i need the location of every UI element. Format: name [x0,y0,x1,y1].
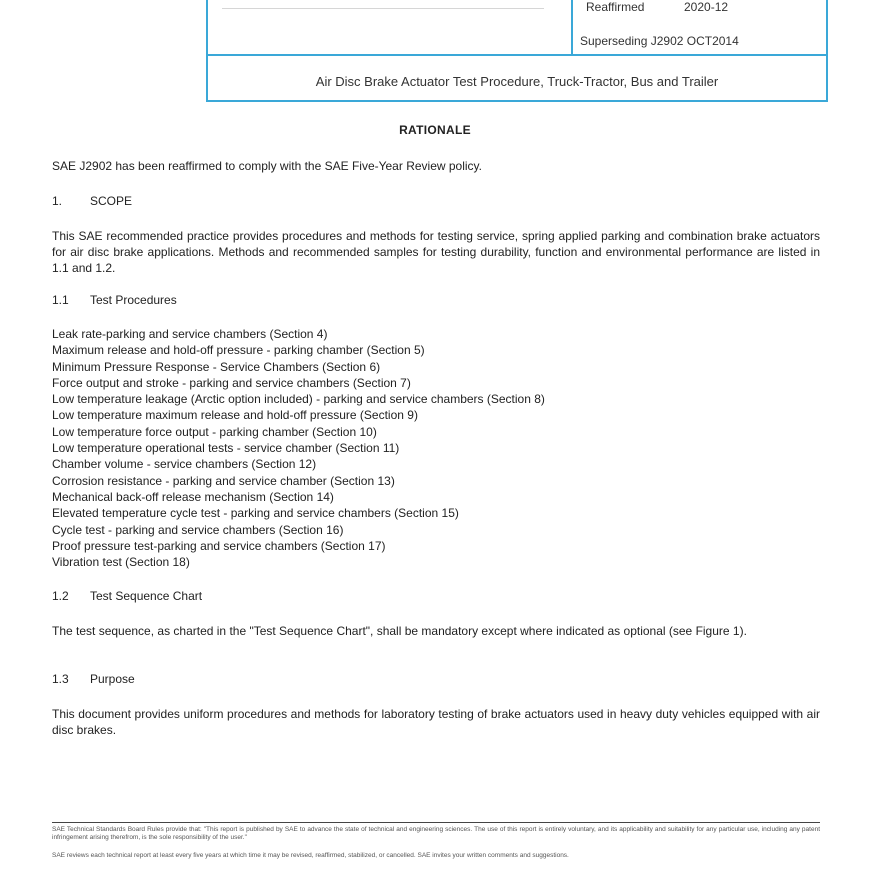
footer-review-note: SAE reviews each technical report at least every five years at which time it may be revised, reaffirmed, stabilized, or cancelled. SAE invites your written comments and suggestions. [52,852,569,859]
test-sequence-text: The test sequence, as charted in the "Test Sequence Chart", shall be mandatory except where indicated as optional (see Figure 1). [52,624,747,638]
header-divider-vertical [571,0,573,54]
list-item: Low temperature force output - parking chamber (Section 10) [52,424,377,439]
scope-title: SCOPE [90,194,133,208]
list-item: Minimum Pressure Response - Service Chambers (Section 6) [52,359,381,374]
list-item: Proof pressure test-parking and service chambers (Section 17) [52,538,386,553]
list-item: Elevated temperature cycle test - parking and service chambers (Section 15) [52,506,459,521]
scope-text: This SAE recommended practice provides procedures and methods for testing service, spring applied parking and combination brake actuators for air disc brake applications. Methods and recommended samples for testing durability, function and environmental performance are listed in 1.1 and 1.2. [52,229,820,275]
scope-heading [52,194,132,208]
test-procedures-list [52,326,545,570]
reaffirmed-label: Reaffirmed [586,0,645,14]
purpose-title: Purpose [90,672,135,686]
list-item: Chamber volume - service chambers (Section 12) [52,457,317,472]
list-item: Mechanical back-off release mechanism (Section 14) [52,489,334,504]
list-item: Leak rate-parking and service chambers (Section 4) [52,327,328,341]
footer-disclaimer: SAE Technical Standards Board Rules provide that: "This report is published by SAE to advance the state of technical and engineering sciences. The use of this report is entirely voluntary, and its applicability and suitability for any particular use, including any patent infringement arising therefrom, is the sole responsibility of the user." [52,826,820,841]
test-procedures-title: Test Procedures [90,293,177,307]
reaffirmed-date: 2020-12 [684,0,729,14]
list-item: Force output and stroke - parking and service chambers (Section 7) [52,375,411,390]
superseding-note: Superseding J2902 OCT2014 [580,34,739,48]
list-item: Low temperature leakage (Arctic option included) - parking and service chambers (Section 8) [52,392,545,407]
purpose-text: This document provides uniform procedures and methods for laboratory testing of brake actuators used in heavy duty vehicles equipped with air disc brakes. [52,707,820,737]
test-procedures-heading [52,293,177,307]
document-header-box [206,0,828,102]
list-item: Maximum release and hold-off pressure - parking chamber (Section 5) [52,343,425,358]
rationale-heading: RATIONALE [399,123,471,137]
test-sequence-title: Test Sequence Chart [90,589,203,603]
list-item: Cycle test - parking and service chambers (Section 16) [52,522,344,537]
list-item: Low temperature maximum release and hold-off pressure (Section 9) [52,408,418,423]
header-inner-field [222,0,544,9]
document-title: Air Disc Brake Actuator Test Procedure, Truck-Tractor, Bus and Trailer [315,74,719,89]
test-procedures-number: 1.1 [52,293,69,307]
test-sequence-number: 1.2 [52,589,69,603]
rationale-text: SAE J2902 has been reaffirmed to comply with the SAE Five-Year Review policy. [52,159,482,173]
footer-divider [52,822,820,823]
scope-number: 1. [52,194,63,208]
list-item: Low temperature operational tests - service chamber (Section 11) [52,441,400,456]
purpose-heading [52,672,135,686]
list-item: Corrosion resistance - parking and service chamber (Section 13) [52,473,395,488]
test-sequence-heading [52,589,202,603]
header-divider-horizontal [208,54,826,56]
purpose-number: 1.3 [52,672,69,686]
list-item: Vibration test (Section 18) [52,555,190,570]
